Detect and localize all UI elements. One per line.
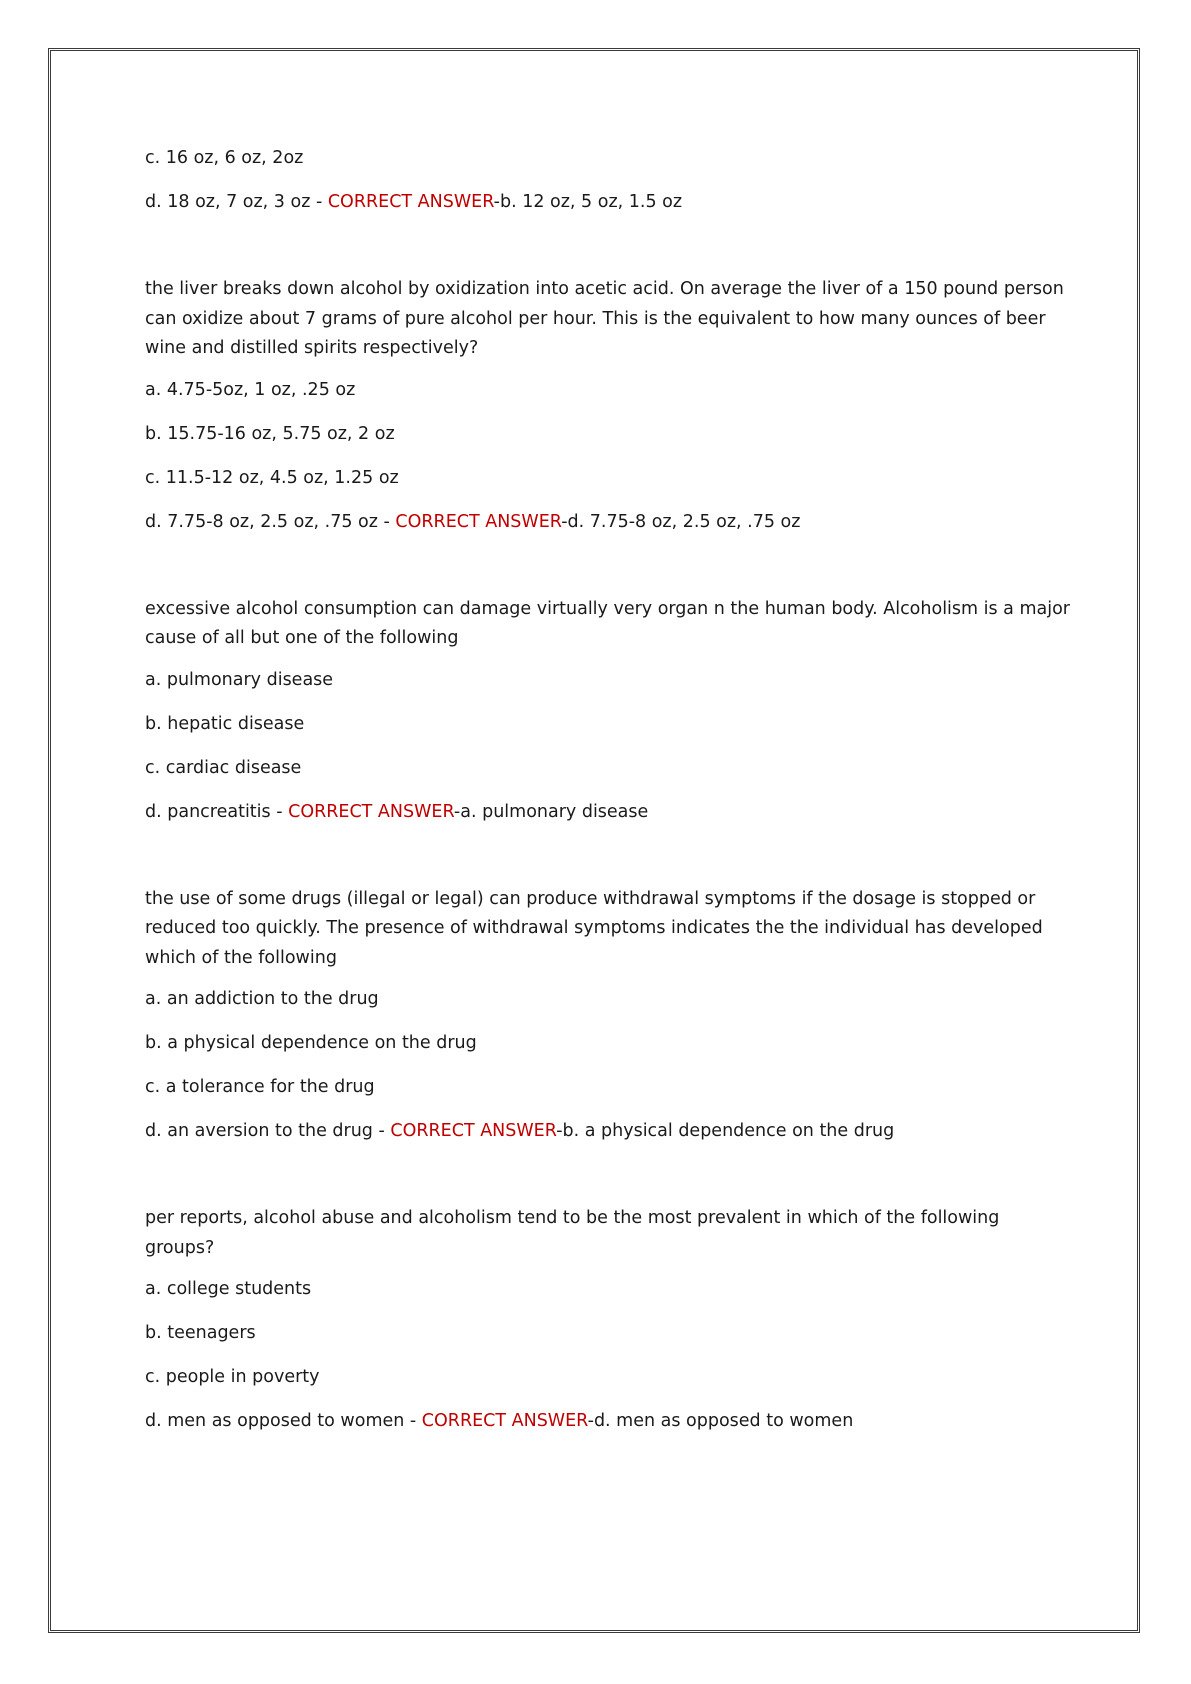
correct-answer-label: CORRECT ANSWER (395, 511, 562, 532)
option-b (145, 422, 1070, 446)
option-text: a. an addiction to the drug (145, 989, 379, 1009)
option-text: c. 16 oz, 6 oz, 2oz (145, 148, 304, 168)
question-block (145, 595, 1070, 824)
question-text: the use of some drugs (illegal or legal) can produce withdrawal symptoms if the dosage is stopped or reduced too quickly. The presence of withdrawal symptoms indicates the the individual has developed which of the following (145, 888, 1043, 968)
option-text: b. teenagers (145, 1323, 256, 1343)
option-c (145, 1365, 1070, 1389)
option-text: c. a tolerance for the drug (145, 1077, 375, 1097)
option-c (145, 756, 1070, 780)
option-text: b. a physical dependence on the drug (145, 1033, 477, 1053)
option-text: d. pancreatitis - (145, 801, 289, 822)
option-d (145, 1409, 1070, 1433)
option-c (145, 146, 1070, 170)
option-text: c. people in poverty (145, 1367, 320, 1387)
option-a (145, 1277, 1070, 1301)
correct-answer-label: CORRECT ANSWER (288, 801, 454, 822)
option-b (145, 1031, 1070, 1055)
question-text: the liver breaks down alcohol by oxidization into acetic acid. On average the liver of a 150 pound person can oxidize about 7 grams of pure alcohol per hour. This is the equivalent to how many ounces of beer wine and distilled spirits respectively? (145, 279, 1064, 358)
correct-answer-label: CORRECT ANSWER (390, 1121, 557, 1141)
correct-answer-label: CORRECT ANSWER (421, 1411, 588, 1431)
document-body (145, 146, 1070, 1453)
question-text: per reports, alcohol abuse and alcoholism tend to be the most prevalent in which of the following groups? (145, 1208, 1000, 1258)
option-d (145, 800, 1070, 824)
option-d (145, 190, 1070, 214)
option-text: d. an aversion to the drug - (145, 1121, 391, 1141)
option-text: a. college students (145, 1279, 312, 1299)
option-text: a. 4.75-5oz, 1 oz, .25 oz (145, 379, 356, 400)
question-text: excessive alcohol consumption can damage virtually very organ n the human body. Alcoholism is a major cause of all but one of the following (145, 598, 1071, 648)
option-text: d. men as opposed to women - (145, 1411, 422, 1431)
option-a (145, 668, 1070, 692)
correct-answer-text: -d. 7.75-8 oz, 2.5 oz, .75 oz (561, 511, 801, 532)
option-text: b. hepatic disease (145, 713, 305, 734)
option-text: c. 11.5-12 oz, 4.5 oz, 1.25 oz (145, 467, 399, 488)
option-b (145, 712, 1070, 736)
option-a (145, 987, 1070, 1011)
option-c (145, 1075, 1070, 1099)
option-text: a. pulmonary disease (145, 669, 334, 690)
option-b (145, 1321, 1070, 1345)
correct-answer-text: -b. a physical dependence on the drug (556, 1121, 895, 1141)
correct-answer-text: -a. pulmonary disease (453, 801, 649, 822)
option-d (145, 510, 1070, 534)
option-a (145, 378, 1070, 402)
option-text: c. cardiac disease (145, 757, 302, 778)
option-text: d. 7.75-8 oz, 2.5 oz, .75 oz - (145, 511, 396, 532)
correct-answer-text: -d. men as opposed to women (587, 1411, 854, 1431)
question-block (145, 275, 1070, 534)
correct-answer-text: -b. 12 oz, 5 oz, 1.5 oz (493, 192, 683, 212)
option-d (145, 1119, 1070, 1143)
question-block (145, 1204, 1070, 1433)
question-block (145, 885, 1070, 1144)
question-fragment (145, 146, 1070, 214)
option-text: b. 15.75-16 oz, 5.75 oz, 2 oz (145, 423, 395, 444)
correct-answer-label: CORRECT ANSWER (327, 192, 494, 212)
option-text: d. 18 oz, 7 oz, 3 oz - (145, 192, 328, 212)
option-c (145, 466, 1070, 490)
